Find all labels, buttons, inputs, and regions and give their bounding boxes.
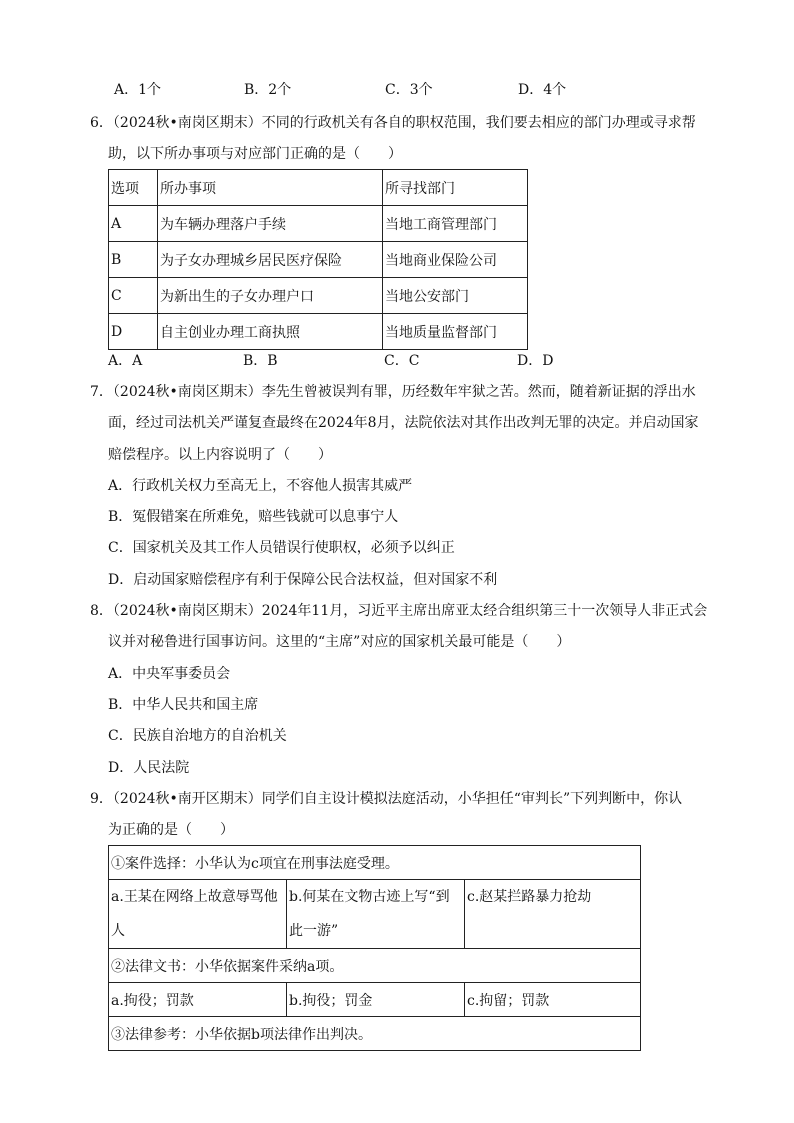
q9-stem-line1: 9．（2024秋•南开区期末）同学们自主设计模拟法庭活动，小华担任“审判长”下列判断中，你认 bbox=[90, 791, 683, 807]
table-cell: ②法律文书：小华依据案件采纳a项。 bbox=[109, 949, 641, 983]
q7-stem-line1: 7．（2024秋•南岗区期末）李先生曾被误判有罪，历经数年牢狱之苦。然而，随着新证据的浮出水 bbox=[90, 384, 696, 400]
q6-table bbox=[108, 169, 528, 350]
q8-option-b: B．中华人民共和国主席 bbox=[108, 697, 259, 713]
q6-option-a: A．A bbox=[108, 353, 143, 369]
q5-option-d: D．4个 bbox=[518, 82, 567, 98]
table-cell: 当地公安部门 bbox=[383, 278, 528, 314]
table-row bbox=[109, 278, 528, 314]
q7-option-d: D．启动国家赔偿程序有利于保障公民合法权益，但对国家不利 bbox=[108, 572, 498, 588]
table-cell: B bbox=[109, 242, 158, 278]
table-cell: c.赵某拦路暴力抢劫 bbox=[465, 880, 641, 949]
q6-stem-line2: 助，以下所办事项与对应部门正确的是（ ） bbox=[108, 146, 402, 162]
q7-option-a: A．行政机关权力至高无上，不容他人损害其威严 bbox=[108, 478, 413, 494]
table-cell: 为车辆办理落户手续 bbox=[158, 206, 383, 242]
q6-stem-line1: 6．（2024秋•南岗区期末）不同的行政机关有各自的职权范围，我们要去相应的部门办理或寻求帮 bbox=[90, 115, 696, 131]
q9-stem-line2: 为正确的是（ ） bbox=[108, 822, 234, 838]
table-cell: a.拘役；罚款 bbox=[109, 983, 287, 1017]
table-cell: D bbox=[109, 314, 158, 350]
q9-table bbox=[108, 845, 641, 1051]
q8-option-c: C．民族自治地方的自治机关 bbox=[108, 728, 287, 744]
table-cell: 当地商业保险公司 bbox=[383, 242, 528, 278]
q6-option-c: C．C bbox=[384, 353, 420, 369]
table-row bbox=[109, 206, 528, 242]
q6-option-b: B．B bbox=[243, 353, 278, 369]
table-cell: b.拘役；罚金 bbox=[287, 983, 465, 1017]
table-cell: 当地工商管理部门 bbox=[383, 206, 528, 242]
q8-option-a: A．中央军事委员会 bbox=[108, 666, 231, 682]
table-row bbox=[109, 880, 641, 949]
q7-option-b: B．冤假错案在所难免，赔些钱就可以息事宁人 bbox=[108, 509, 399, 525]
table-row bbox=[109, 846, 641, 880]
table-row bbox=[109, 314, 528, 350]
q5-option-b: B．2个 bbox=[244, 82, 292, 98]
table-cell: A bbox=[109, 206, 158, 242]
table-cell: 当地质量监督部门 bbox=[383, 314, 528, 350]
q5-option-c: C．3个 bbox=[385, 82, 433, 98]
table-cell: 为新出生的子女办理户口 bbox=[158, 278, 383, 314]
q6-option-d: D．D bbox=[517, 353, 554, 369]
q7-stem-line2: 面，经过司法机关严谨复查最终在2024年8月，法院依法对其作出改判无罪的决定。并启动国家 bbox=[108, 415, 699, 431]
table-cell: c.拘留；罚款 bbox=[465, 983, 641, 1017]
table-header-cell: 选项 bbox=[109, 170, 158, 206]
q8-stem-line2: 议并对秘鲁进行国事访问。这里的“主席”对应的国家机关最可能是（ ） bbox=[108, 634, 571, 650]
table-row bbox=[109, 949, 641, 983]
table-cell: ①案件选择：小华认为c项宜在刑事法庭受理。 bbox=[109, 846, 641, 880]
table-cell: a.王某在网络上故意辱骂他人 bbox=[109, 880, 287, 949]
q7-option-c: C．国家机关及其工作人员错误行使职权，必须予以纠正 bbox=[108, 540, 455, 556]
q5-options bbox=[114, 80, 566, 100]
table-cell: 为子女办理城乡居民医疗保险 bbox=[158, 242, 383, 278]
table-header-cell: 所寻找部门 bbox=[383, 170, 528, 206]
table-cell: C bbox=[109, 278, 158, 314]
table-cell: 自主创业办理工商执照 bbox=[158, 314, 383, 350]
table-row bbox=[109, 242, 528, 278]
q6-options bbox=[108, 351, 553, 371]
q8-option-d: D．人民法院 bbox=[108, 760, 190, 776]
q5-option-a: A．1个 bbox=[114, 82, 162, 98]
table-row bbox=[109, 983, 641, 1017]
table-cell: b.何某在文物古迹上写“到此一游” bbox=[287, 880, 465, 949]
table-row bbox=[109, 170, 528, 206]
table-row bbox=[109, 1017, 641, 1051]
q8-stem-line1: 8．（2024秋•南岗区期末）2024年11月，习近平主席出席亚太经合组织第三十一次领导人非正式会 bbox=[90, 603, 708, 619]
table-cell: ③法律参考：小华依据b项法律作出判决。 bbox=[109, 1017, 641, 1051]
q7-stem-line3: 赔偿程序。以上内容说明了（ ） bbox=[108, 447, 332, 463]
table-header-cell: 所办事项 bbox=[158, 170, 383, 206]
